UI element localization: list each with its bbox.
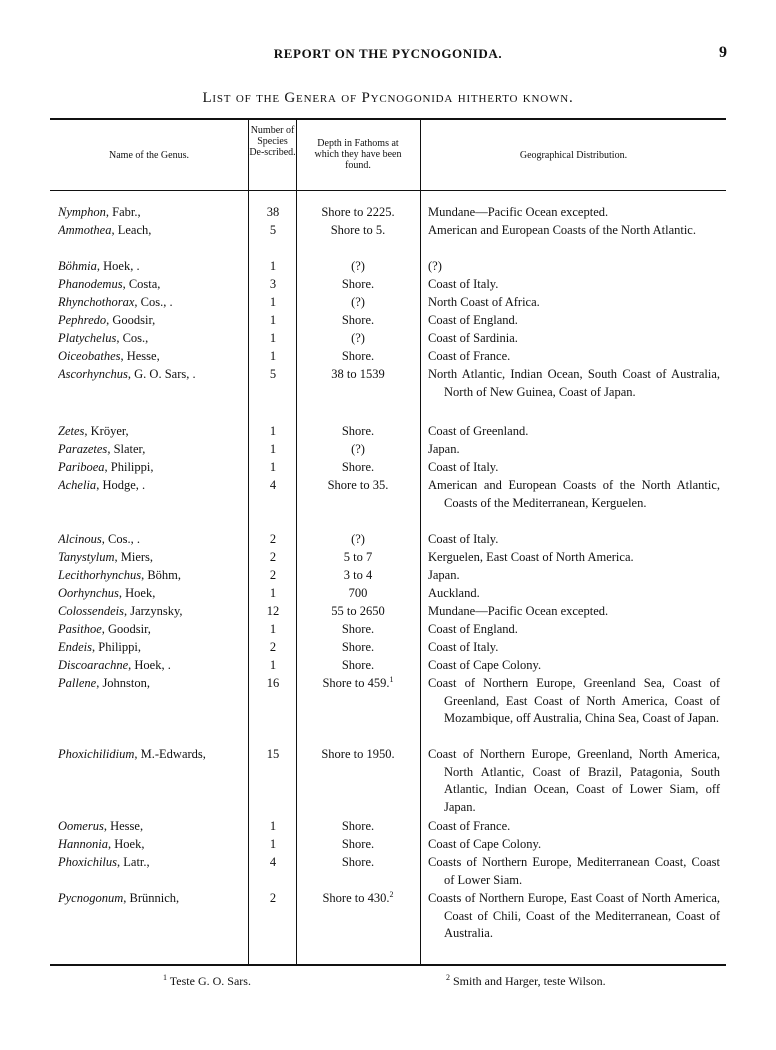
header-depth: Depth in Fathoms at which they have been found. bbox=[314, 138, 402, 171]
distribution: Coasts of Northern Europe, East Coast of North America, Coast of Chili, Coast of the Mediterranean, Coast of Australia. bbox=[428, 891, 720, 941]
author: , M.-Edwards, bbox=[134, 747, 206, 761]
author: , Hoek, . bbox=[96, 259, 140, 273]
distribution: Kerguelen, East Coast of North America. bbox=[428, 550, 634, 564]
depth bbox=[298, 441, 418, 459]
genus: Lecithorhynchus bbox=[58, 568, 142, 582]
depth bbox=[298, 312, 418, 330]
genus-name bbox=[58, 441, 248, 459]
genus: Pasithoe bbox=[58, 622, 102, 636]
author: , Leach, bbox=[111, 223, 152, 237]
species-count: 1 bbox=[269, 837, 277, 851]
footnote-text: Smith and Harger, teste Wilson. bbox=[453, 974, 606, 988]
depth-value: 38 to 1539 bbox=[331, 367, 385, 381]
header-name: Name of the Genus. bbox=[109, 150, 189, 161]
species-count: 2 bbox=[269, 550, 277, 564]
species-count: 1 bbox=[269, 622, 277, 636]
genus-name bbox=[58, 330, 248, 348]
distribution: Japan. bbox=[428, 568, 460, 582]
genus: Phanodemus bbox=[58, 277, 123, 291]
distribution: Mundane—Pacific Ocean excepted. bbox=[428, 604, 609, 618]
distribution: Coast of England. bbox=[428, 622, 518, 636]
genus-name bbox=[58, 818, 248, 836]
genus: Oiceobathes bbox=[58, 349, 121, 363]
genus-name bbox=[58, 531, 248, 549]
species-count: 2 bbox=[269, 568, 277, 582]
footnote-1 bbox=[163, 974, 251, 989]
depth bbox=[298, 531, 418, 549]
species-count: 1 bbox=[269, 295, 277, 309]
author: , Philippi, bbox=[92, 640, 141, 654]
distribution: Coast of Cape Colony. bbox=[428, 658, 542, 672]
genus-name bbox=[58, 890, 248, 908]
species-count: 5 bbox=[269, 367, 277, 381]
genus: Oomerus bbox=[58, 819, 104, 833]
depth-value: Shore. bbox=[341, 424, 375, 438]
species-count: 1 bbox=[269, 424, 277, 438]
depth-value: (?) bbox=[351, 331, 365, 345]
species-count: 1 bbox=[269, 313, 277, 327]
author: , Slater, bbox=[107, 442, 146, 456]
genus-name bbox=[58, 258, 248, 276]
species-count: 1 bbox=[269, 460, 277, 474]
genus-name bbox=[58, 657, 248, 675]
depth-value: 3 to 4 bbox=[343, 568, 373, 582]
depth-value: Shore to 5. bbox=[330, 223, 386, 237]
depth-value: Shore. bbox=[341, 640, 375, 654]
distribution: Coast of Greenland. bbox=[428, 424, 529, 438]
author: , Kröyer, bbox=[84, 424, 129, 438]
genus-name bbox=[58, 854, 248, 872]
genus: Nymphon bbox=[58, 205, 106, 219]
author: , Costa, bbox=[122, 277, 161, 291]
depth bbox=[298, 294, 418, 312]
genus-name bbox=[58, 603, 248, 621]
depth bbox=[298, 477, 418, 495]
distribution: Coast of England. bbox=[428, 313, 518, 327]
distribution: North Coast of Africa. bbox=[428, 295, 540, 309]
genus: Alcinous bbox=[58, 532, 102, 546]
genus-name bbox=[58, 746, 248, 764]
running-head-title: REPORT ON THE PYCNOGONIDA. bbox=[273, 46, 503, 61]
genus: Platychelus bbox=[58, 331, 117, 345]
author: , Hodge, . bbox=[96, 478, 146, 492]
species-count: 1 bbox=[269, 586, 277, 600]
author: , Goodsir, bbox=[106, 313, 156, 327]
distribution: Coast of Italy. bbox=[428, 277, 499, 291]
genus: Ammothea bbox=[58, 223, 112, 237]
genus-name bbox=[58, 567, 248, 585]
genus: Tanystylum bbox=[58, 550, 115, 564]
author: , Cos., . bbox=[101, 532, 140, 546]
genus-name bbox=[58, 423, 248, 441]
depth-value: Shore. bbox=[341, 658, 375, 672]
genus: Pallene bbox=[58, 676, 97, 690]
genus-name bbox=[58, 348, 248, 366]
header-number: Number of Species De-scribed. bbox=[249, 125, 296, 158]
genus: Böhmia bbox=[58, 259, 97, 273]
distribution: Coast of Italy. bbox=[428, 640, 499, 654]
depth-value: Shore. bbox=[341, 460, 375, 474]
depth-value: (?) bbox=[351, 259, 365, 273]
depth-value: Shore to 2225. bbox=[321, 205, 395, 219]
depth bbox=[298, 423, 418, 441]
author: , Böhm, bbox=[141, 568, 182, 582]
genus-name bbox=[58, 204, 248, 222]
author: , Brünnich, bbox=[123, 891, 180, 905]
distribution: American and European Coasts of the North Atlantic, Coasts of the Mediterranean, Kerguelen. bbox=[428, 478, 720, 510]
depth-value: Shore to 1950. bbox=[321, 747, 395, 761]
genera-table bbox=[50, 118, 726, 966]
distribution: Coast of Cape Colony. bbox=[428, 837, 542, 851]
species-count: 1 bbox=[269, 819, 277, 833]
depth bbox=[298, 258, 418, 276]
distribution: Coasts of Northern Europe, Mediterranean Coast, Coast of Lower Siam. bbox=[428, 855, 720, 887]
species-count: 4 bbox=[269, 855, 277, 869]
page-number: 9 bbox=[719, 44, 727, 61]
genus-name bbox=[58, 294, 248, 312]
genus: Achelia bbox=[58, 478, 97, 492]
species-count: 1 bbox=[269, 331, 277, 345]
depth bbox=[298, 675, 418, 693]
depth bbox=[298, 549, 418, 567]
distribution: Coast of Italy. bbox=[428, 460, 499, 474]
species-count: 2 bbox=[269, 891, 277, 905]
distribution: Auckland. bbox=[428, 586, 480, 600]
depth bbox=[298, 348, 418, 366]
column-rule-1 bbox=[248, 118, 249, 964]
author: , Cos., . bbox=[134, 295, 173, 309]
depth bbox=[298, 222, 418, 240]
genus: Pycnogonum bbox=[58, 891, 124, 905]
author: , Hesse, bbox=[120, 349, 160, 363]
author: , Jarzynsky, bbox=[123, 604, 183, 618]
distribution: Coast of France. bbox=[428, 819, 511, 833]
genus-name bbox=[58, 549, 248, 567]
author: , Hoek, bbox=[118, 586, 156, 600]
distribution: American and European Coasts of the North Atlantic. bbox=[428, 223, 696, 237]
depth bbox=[298, 366, 418, 384]
depth-value: Shore. bbox=[341, 837, 375, 851]
table-top-rule bbox=[50, 118, 726, 120]
genus: Discoarachne bbox=[58, 658, 129, 672]
depth bbox=[298, 585, 418, 603]
genus-name bbox=[58, 675, 248, 693]
author: , Fabr., bbox=[105, 205, 141, 219]
depth-value: Shore to 35. bbox=[327, 478, 389, 492]
species-count: 1 bbox=[269, 658, 277, 672]
depth bbox=[298, 204, 418, 222]
depth bbox=[298, 459, 418, 477]
genus-name bbox=[58, 477, 248, 495]
species-count: 2 bbox=[269, 640, 277, 654]
depth bbox=[298, 639, 418, 657]
distribution: Coast of France. bbox=[428, 349, 511, 363]
genus-name bbox=[58, 312, 248, 330]
species-count: 1 bbox=[269, 442, 277, 456]
depth-value: Shore to 459. bbox=[322, 676, 390, 690]
table-bottom-rule bbox=[50, 964, 726, 966]
column-rule-2 bbox=[296, 118, 297, 964]
genus-name bbox=[58, 366, 248, 384]
genus: Ascorhynchus bbox=[58, 367, 128, 381]
author: , Hesse, bbox=[103, 819, 144, 833]
author: , Philippi, bbox=[104, 460, 154, 474]
author: , Johnston, bbox=[96, 676, 151, 690]
genus: Phoxichilus bbox=[58, 855, 118, 869]
genus-name bbox=[58, 621, 248, 639]
list-title: List of the Genera of Pycnogonida hitherto known. bbox=[202, 90, 574, 106]
genus: Zetes bbox=[58, 424, 85, 438]
depth bbox=[298, 746, 418, 764]
genus: Colossendeis bbox=[58, 604, 124, 618]
author: , Latr., bbox=[117, 855, 150, 869]
genus-name bbox=[58, 639, 248, 657]
header-geo: Geographical Distribution. bbox=[519, 150, 628, 161]
distribution: Mundane—Pacific Ocean excepted. bbox=[428, 205, 609, 219]
depth bbox=[298, 836, 418, 854]
depth bbox=[298, 603, 418, 621]
header-bottom-rule bbox=[50, 190, 726, 191]
running-head bbox=[0, 46, 776, 66]
distribution: Coast of Northern Europe, Greenland, North America, North Atlantic, Coast of Brazil, Patagonia, South Atlantic, Indian Ocean, Coast of Lower Siam, off Japan. bbox=[428, 747, 720, 814]
distribution: North Atlantic, Indian Ocean, South Coast of Australia, North of New Guinea, Coast of Japan. bbox=[428, 367, 720, 399]
depth-value: Shore. bbox=[341, 819, 375, 833]
genus: Hannonia bbox=[58, 837, 108, 851]
genus-name bbox=[58, 836, 248, 854]
genus: Oorhynchus bbox=[58, 586, 119, 600]
genus: Pephredo bbox=[58, 313, 107, 327]
depth-value: (?) bbox=[351, 295, 365, 309]
depth bbox=[298, 567, 418, 585]
genus-name bbox=[58, 222, 248, 240]
genus: Phoxichilidium bbox=[58, 747, 135, 761]
genus: Rhynchothorax bbox=[58, 295, 135, 309]
depth-value: 700 bbox=[348, 586, 368, 600]
species-count: 5 bbox=[269, 223, 277, 237]
genus: Endeis bbox=[58, 640, 93, 654]
species-count: 16 bbox=[266, 676, 280, 690]
author: , G. O. Sars, . bbox=[127, 367, 196, 381]
depth-value: Shore. bbox=[341, 349, 375, 363]
footnote-mark: 2 bbox=[446, 973, 450, 982]
author: , Miers, bbox=[114, 550, 154, 564]
footnote-2 bbox=[446, 974, 606, 989]
depth-footnote-mark: 1 bbox=[389, 674, 394, 684]
species-count: 1 bbox=[269, 259, 277, 273]
species-count: 2 bbox=[269, 532, 277, 546]
distribution: Coast of Sardinia. bbox=[428, 331, 518, 345]
depth bbox=[298, 890, 418, 908]
footnote-text: Teste G. O. Sars. bbox=[169, 974, 251, 988]
depth bbox=[298, 854, 418, 872]
depth-value: 55 to 2650 bbox=[331, 604, 385, 618]
depth-value: Shore. bbox=[341, 855, 375, 869]
depth-value: Shore. bbox=[341, 313, 375, 327]
footnote-mark: 1 bbox=[163, 973, 167, 982]
genus: Pariboea bbox=[58, 460, 105, 474]
genus-name bbox=[58, 276, 248, 294]
depth bbox=[298, 657, 418, 675]
author: , Goodsir, bbox=[101, 622, 151, 636]
species-count: 15 bbox=[266, 747, 280, 761]
depth bbox=[298, 276, 418, 294]
distribution: (?) bbox=[428, 259, 442, 273]
depth-value: Shore to 430. bbox=[322, 891, 390, 905]
depth bbox=[298, 818, 418, 836]
depth-value: Shore. bbox=[341, 622, 375, 636]
genus-name bbox=[58, 459, 248, 477]
depth bbox=[298, 621, 418, 639]
depth-value: Shore. bbox=[341, 277, 375, 291]
depth-footnote-mark: 2 bbox=[389, 889, 394, 899]
author: , Hoek, . bbox=[128, 658, 171, 672]
depth-value: (?) bbox=[351, 442, 365, 456]
depth-value: 5 to 7 bbox=[343, 550, 373, 564]
species-count: 3 bbox=[269, 277, 277, 291]
author: , Hoek, bbox=[108, 837, 145, 851]
author: , Cos., bbox=[116, 331, 149, 345]
genus-name bbox=[58, 585, 248, 603]
species-count: 12 bbox=[266, 604, 280, 618]
species-count: 4 bbox=[269, 478, 277, 492]
distribution: Coast of Northern Europe, Greenland Sea, Coast of Greenland, East Coast of North America, Coast of Mozambique, off Australia, China Sea, Coast of Japan. bbox=[428, 676, 720, 726]
depth bbox=[298, 330, 418, 348]
column-rule-3 bbox=[420, 118, 421, 964]
species-count: 1 bbox=[269, 349, 277, 363]
distribution: Coast of Italy. bbox=[428, 532, 499, 546]
genus: Parazetes bbox=[58, 442, 108, 456]
depth-value: (?) bbox=[351, 532, 365, 546]
distribution: Japan. bbox=[428, 442, 460, 456]
species-count: 38 bbox=[266, 205, 280, 219]
